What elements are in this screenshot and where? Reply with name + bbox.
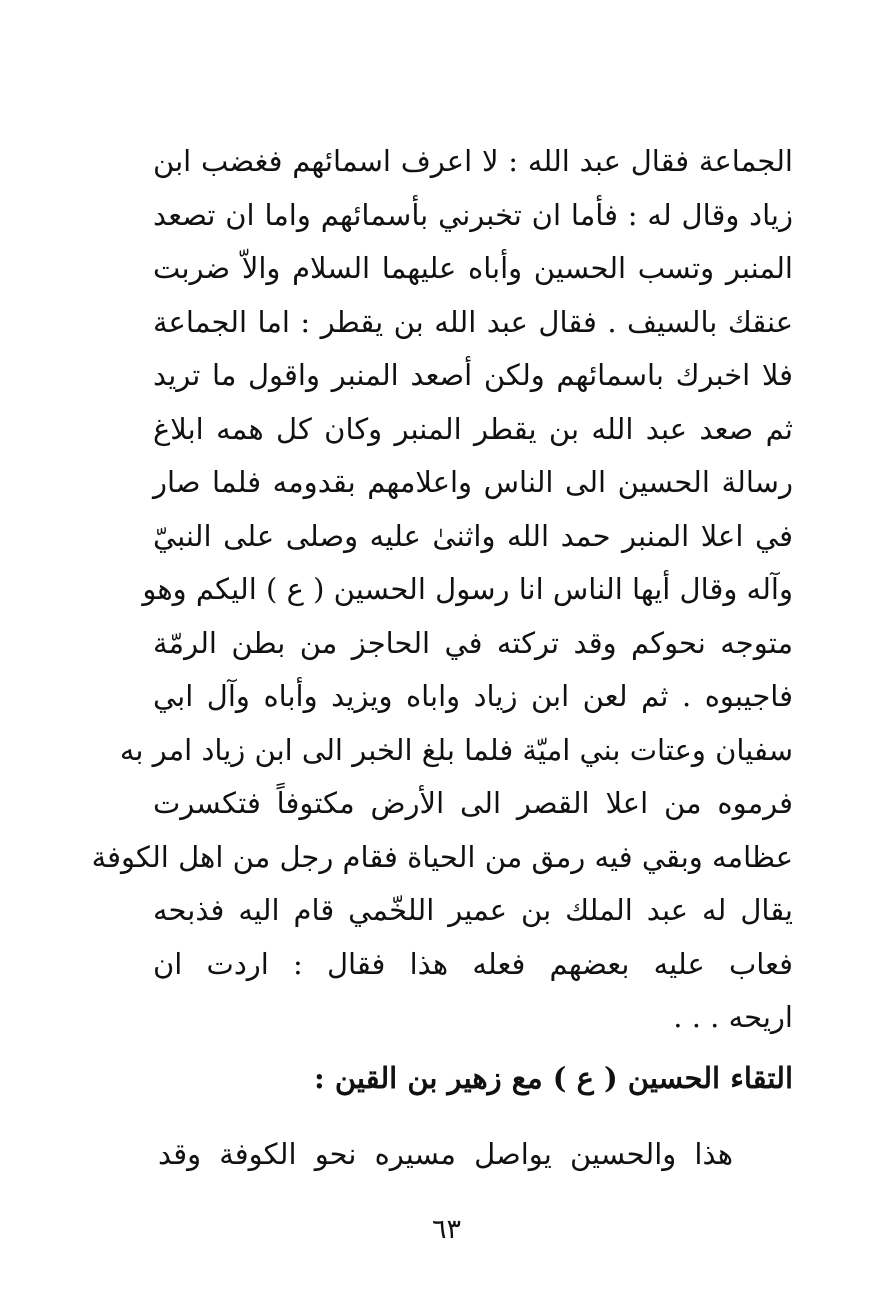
section-first-line: هذا والحسين يواصل مسيره نحو الكوفة وقد <box>158 1137 733 1171</box>
section-heading: التقاء الحسين ( ع ) مع زهير بن القين : <box>314 1061 793 1095</box>
text-line: اريحه . . . <box>673 1000 793 1034</box>
text-line: رسالة الحسين الى الناس واعلامهم بقدومه فلما صار <box>153 465 793 499</box>
text-line: المنبر وتسب الحسين وأباه عليهما السلام والاّ ضربت <box>153 251 793 285</box>
text-line: فعاب عليه بعضهم فعله هذا فقال : اردت ان <box>153 946 793 981</box>
body-paragraph <box>91 140 793 1050</box>
text-line: يقال له عبد الملك بن عمير اللخّمي قام اليه فذبحه <box>153 893 793 927</box>
text-line: في اعلا المنبر حمد الله واثنىٰ عليه وصلى على النبيّ <box>153 518 793 553</box>
text-line: فلا اخبرك باسمائهم ولكن أصعد المنبر واقول ما تريد <box>153 358 793 392</box>
text-line: فرموه من اعلا القصر الى الأرض مكتوفاً فتكسرت <box>153 786 793 820</box>
text-line: عنقك بالسيف . فقال عبد الله بن يقطر : اما الجماعة <box>153 304 793 339</box>
text-line: سفيان وعتات بني اميّة فلما بلغ الخبر الى ابن زياد امر به <box>119 732 793 767</box>
page-number: ٦٣ <box>431 1214 461 1245</box>
text-line: ثم صعد عبد الله بن يقطر المنبر وكان كل همه ابلاغ <box>153 411 793 446</box>
text-line: متوجه نحوكم وقد تركته في الحاجز من بطن الرمّة <box>153 625 793 660</box>
text-line: زياد وقال له : فأما ان تخبرني بأسمائهم واما ان تصعد <box>153 197 793 232</box>
text-line: الجماعة فقال عبد الله : لا اعرف اسمائهم فغضب ابن <box>153 144 793 178</box>
text-line: عظامه وبقي فيه رمق من الحياة فقام رجل من اهل الكوفة <box>91 839 793 874</box>
text-line: وآله وقال أيها الناس انا رسول الحسين ( ع ) اليكم وهو <box>142 572 793 606</box>
text-line: فاجيبوه . ثم لعن ابن زياد واباه ويزيد وأباه وآل ابي <box>153 679 793 713</box>
